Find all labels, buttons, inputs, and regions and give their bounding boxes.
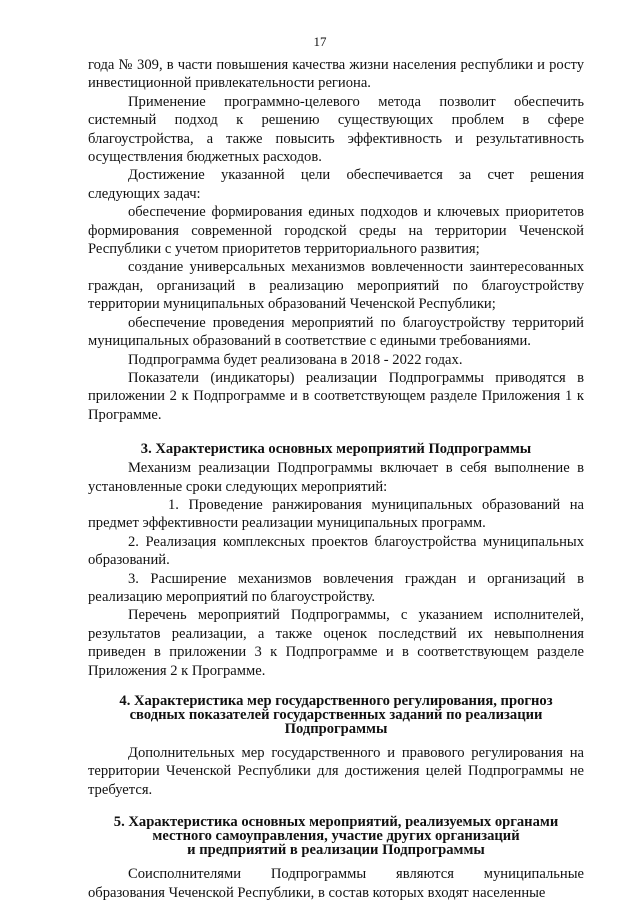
heading-line: сводных показателей государственных заданий по реализации (129, 707, 543, 723)
paragraph: Перечень мероприятий Подпрограммы, с указанием исполнителей, результатов реализации, а также оценок последствий их невыполнения приведен в приложении 3 к Подпрограмме и в соответствующем разделе Приложения 2 к Программе. (88, 607, 584, 679)
heading-line: 5. Характеристика основных мероприятий, реализуемых органами (113, 814, 559, 831)
paragraph: Применение программно-целевого метода позволит обеспечить системный подход к решению существующих проблем в сфере благоустройства, а также повысить эффективность и результативность осуществления бюджетных расходов. (88, 93, 584, 166)
list-item: обеспечение проведения мероприятий по благоустройству территорий муниципальных образований в соответствие с едиными требованиями. (88, 314, 584, 350)
section-heading-4 (88, 694, 584, 736)
list-item: создание универсальных механизмов вовлеченности заинтересованных граждан, организаций в реализацию мероприятий по благоустройству территории муниципальных образований Чеченской Республики; (88, 259, 584, 313)
list-item: 3. Расширение механизмов вовлечения граждан и организаций в реализацию мероприятий по благоустройству. (88, 570, 584, 605)
paragraph: Соисполнителями Подпрограммы являются муниципальные образования Чеченской Республики, в состав которых входят населенные (88, 866, 584, 901)
paragraph: года № 309, в части повышения качества жизни населения республики и росту инвестиционной привлекательности региона. (88, 57, 584, 92)
paragraph: Дополнительных мер государственного и правового регулирования на территории Чеченской Республики для достижения целей Подпрограммы не требуется. (88, 745, 584, 798)
page-number: 17 (313, 34, 327, 49)
list-item: 1. Проведение ранжирования муниципальных образований на предмет эффективности реализации муниципальных программ. (88, 496, 584, 532)
section-heading-3: 3. Характеристика основных мероприятий Подпрограммы (140, 441, 532, 458)
list-item: обеспечение формирования единых подходов и ключевых приоритетов формирования современной городской среды на территории Чеченской Республики с учетом приоритетов территориального развития; (88, 204, 584, 258)
heading-line: 4. Характеристика мер государственного регулирования, прогноз (119, 693, 553, 709)
heading-line: Подпрограммы (284, 721, 388, 737)
paragraph: Показатели (индикаторы) реализации Подпрограммы приводятся в приложении 2 к Подпрограмме и в соответствующем разделе Приложения 1 к Программе. (88, 369, 584, 423)
heading-line: местного самоуправления, участие других организаций (152, 828, 520, 845)
document-body (88, 56, 584, 902)
paragraph: Подпрограмма будет реализована в 2018 - 2022 годах. (128, 351, 463, 368)
section-heading-5 (88, 815, 584, 857)
paragraph: Механизм реализации Подпрограммы включает в себя выполнение в установленные сроки следующих мероприятий: (88, 460, 584, 495)
heading-line: и предприятий в реализации Подпрограммы (187, 842, 485, 859)
paragraph: Достижение указанной цели обеспечивается за счет решения следующих задач: (88, 167, 584, 202)
list-item: 2. Реализация комплексных проектов благоустройства муниципальных образований. (88, 533, 584, 569)
